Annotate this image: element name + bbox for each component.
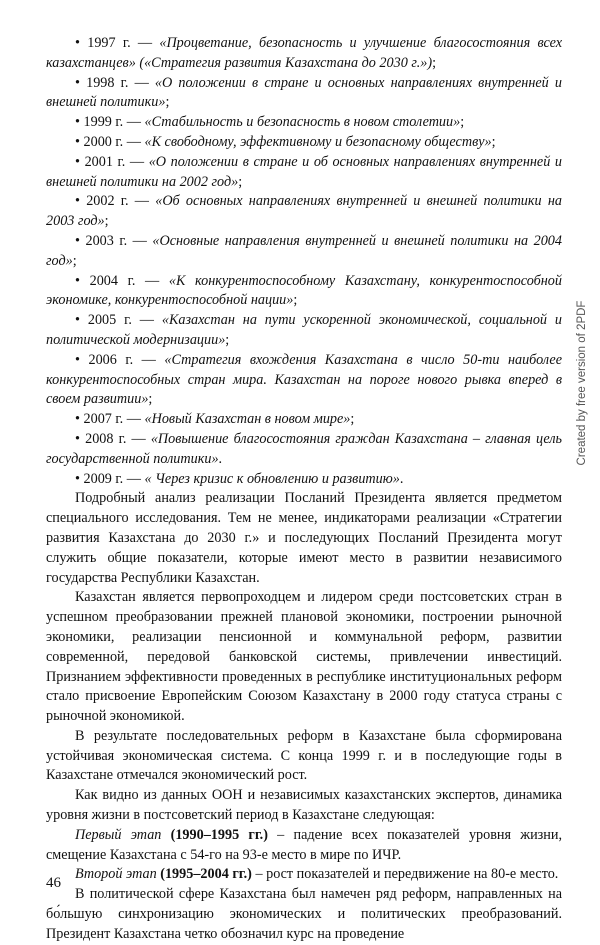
- page-body: [46, 34, 562, 945]
- list-item: • 2000 г. — «К свободному, эффективному и безопасному обществу»;: [75, 133, 496, 150]
- paragraph-political: В политической сфере Казахстана был намечен ряд реформ, направленных на бо́льшую синхронизацию экономических и политических преобразований. Президент Казахстана четко обозначил курс на проведение: [46, 886, 562, 942]
- paragraph-stage-one: [46, 826, 562, 866]
- stage-label: Первый этап: [75, 826, 162, 843]
- list-item: • 2002 г. — «Об основных направлениях внутренней и внешней политики на 2003 год»;: [46, 193, 562, 230]
- stage-period: (1990–1995 гг.): [161, 826, 268, 843]
- paragraph-stage-two: [46, 865, 562, 885]
- list-item: • 2005 г. — «Казахстан на пути ускоренной экономической, социальной и политической модернизации»;: [46, 312, 562, 348]
- list-item: • 2001 г. — «О положении в стране и об основных направлениях внутренней и внешней политики на 2002 год»;: [46, 153, 563, 190]
- list-item: • 2006 г. — «Стратегия вхождения Казахстана в число 50-ти наиболее конкурентоспособных стран мира. Казахстан на пороге нового рывка вперед в своем развитии»;: [46, 351, 562, 408]
- list-item: • 2009 г. — « Через кризис к обновлению и развитию».: [75, 470, 404, 487]
- list-item: • 2004 г. — «К конкурентоспособному Казахстану, конкурентоспособной экономике, конкурентоспособной нации»;: [46, 272, 562, 309]
- list-item: • 2008 г. — «Повышение благосостояния граждан Казахстана – главная цель государственной политики».: [46, 430, 562, 467]
- list-item: • 1999 г. — «Стабильность и безопасность в новом столетии»;: [75, 114, 465, 131]
- list-item: • 2003 г. — «Основные направления внутренней и внешней политики на 2004 год»;: [46, 232, 562, 269]
- stage-text: – падение всех показателей уровня жизни, смещение Казахстана с 54-го на 93-е место в мире по ИЧР.: [46, 826, 562, 863]
- stage-period: (1995–2004 гг.): [156, 866, 252, 883]
- list-item: • 1998 г. — «О положении в стране и основных направлениях внутренней и внешней политики»;: [46, 74, 562, 111]
- paragraph-analysis: Подробный анализ реализации Посланий Президента является предметом специального исследования. Тем не менее, индикаторами реализации «Стратегии развития Казахстана до 2030 г.» и последующих Посланий Президента могут служить общие показатели, которые имеют место в развитии независимого государства Республики Казахстан.: [46, 490, 562, 586]
- stage-label: Второй этап: [75, 866, 157, 883]
- paragraph-reforms: В результате последовательных реформ в Казахстане была сформирована устойчивая экономическая система. С конца 1999 г. и в последующие годы в Казахстане отмечался экономический рост.: [46, 727, 562, 784]
- watermark: Created by free version of 2PDF: [576, 300, 588, 466]
- stage-text: – рост показателей и передвижение на 80-е место.: [251, 866, 559, 883]
- page-number: 46: [46, 875, 61, 891]
- paragraph-living-standards: Как видно из данных ООН и независимых казахстанских экспертов, динамика уровня жизни в постсоветский период в Казахстане следующая:: [46, 787, 562, 824]
- messages-list: [46, 34, 562, 489]
- list-item: • 1997 г. — «Процветание, безопасность и улучшение благосостояния всех казахстанцев» («Стратегия развития Казахстана до 2030 г.»);: [46, 35, 562, 71]
- paragraph-leadership: Казахстан является первопроходцем и лидером среди постсоветских стран в успешном преобразовании прежней плановой экономики, построении рыночной экономики, реализации пенсионной и коммунальной реформ, развитии современной, передовой банковской системы, привлечении инвестиций. Признанием эффективности проведенных в республике институциональных реформ стало присвоение Европейским Союзом Казахстану в 2000 году статуса страны с рыночной экономикой.: [46, 589, 562, 725]
- list-item: • 2007 г. — «Новый Казахстан в новом мире»;: [75, 411, 355, 428]
